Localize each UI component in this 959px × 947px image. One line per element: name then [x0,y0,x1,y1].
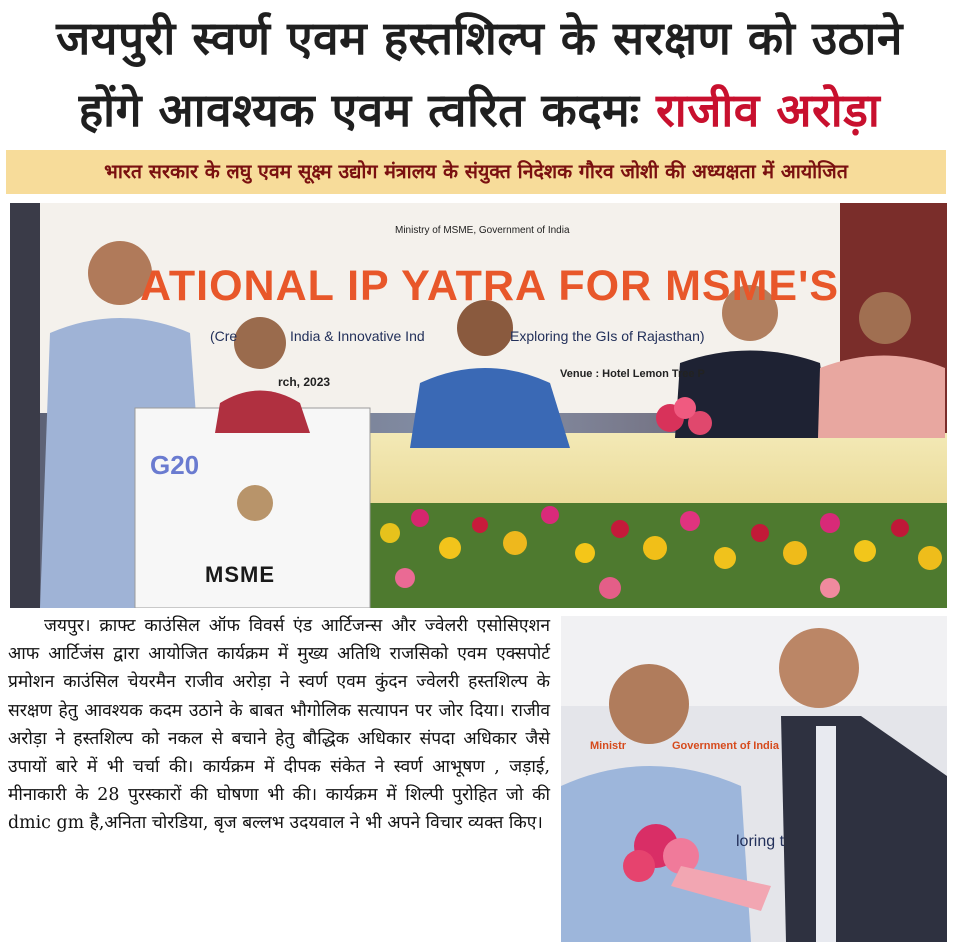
banner-subtitle-right: Exploring the GIs of Rajasthan) [510,328,705,344]
side-banner-ministry-left: Ministr [590,740,627,752]
g20-logo: G20 [150,450,200,480]
banner-title: ATIONAL IP YATRA FOR MSME'S [140,262,840,310]
headline-line-2 [0,80,959,140]
article-body [8,612,550,944]
side-photo [561,616,947,942]
headline-accent-name: राजीव अरोड़ा [655,83,881,137]
side-photo-illustration [561,616,947,942]
article-paragraph: जयपुर। क्राफ्ट काउंसिल ऑफ विवर्स एंड आर्टिजन्स और ज्वेलरी एसोसिएशन आफ आर्टिजंस द्वारा आयोजित कार्यक्रम में मुख्य अतिथि राजसिको एवम एक्सपोर्ट प्रमोशन काउंसिल चेयरमैन राजीव अरोड़ा ने स्वर्ण एवम कुंदन ज्वेलरी हस्तशिल्प के सरक्षण हेतु आवश्यक कदम उठाने के बाबत भौगोलिक सत्यापन पर जोर दिया। राजीव अरोड़ा ने हस्तशिल्प को नकल से बचाने हेतु बौद्धिक अधिकार संपदा अधिकार जैसे उपायों बारे में भी चर्चा की। कार्यक्रम में दीपक संकेत ने स्वर्ण आभूषण , जड़ाई, मीनाकारी के 28 पुरस्कारों की घोषणा भी की। कार्यक्रम में शिल्पी पुरोहित जो की dmic gm है,अनिता चोरडिया, बृज बल्लभ उदयवाल ने भी अपने विचार व्यक्त किए। [8,616,550,834]
side-banner-ministry-right: Government of India [672,740,779,752]
headline-line-2-main: होंगे आवश्यक एवम त्वरित कदमः [78,83,640,137]
banner-ministry-text: Ministry of MSME, Government of India [395,225,570,236]
banner-subtitle-left: (Cre [210,328,238,344]
side-banner-exploring: loring t [736,833,785,850]
subheadline-strip: भारत सरकार के लघु एवम सूक्ष्म उद्योग मंत्रालय के संयुक्त निदेशक गौरव जोशी की अध्यक्षता में आयोजित [6,150,946,194]
banner-subtitle-mid: India & Innovative Ind [290,328,425,344]
headline-line-1: जयपुरी स्वर्ण एवम हस्तशिल्प के सरक्षण को उठाने [56,11,903,65]
msme-logo: MSME [205,562,275,587]
banner-venue: Venue : Hotel Lemon Tree P [560,368,705,380]
banner-date: rch, 2023 [278,375,331,389]
headline [0,0,959,148]
